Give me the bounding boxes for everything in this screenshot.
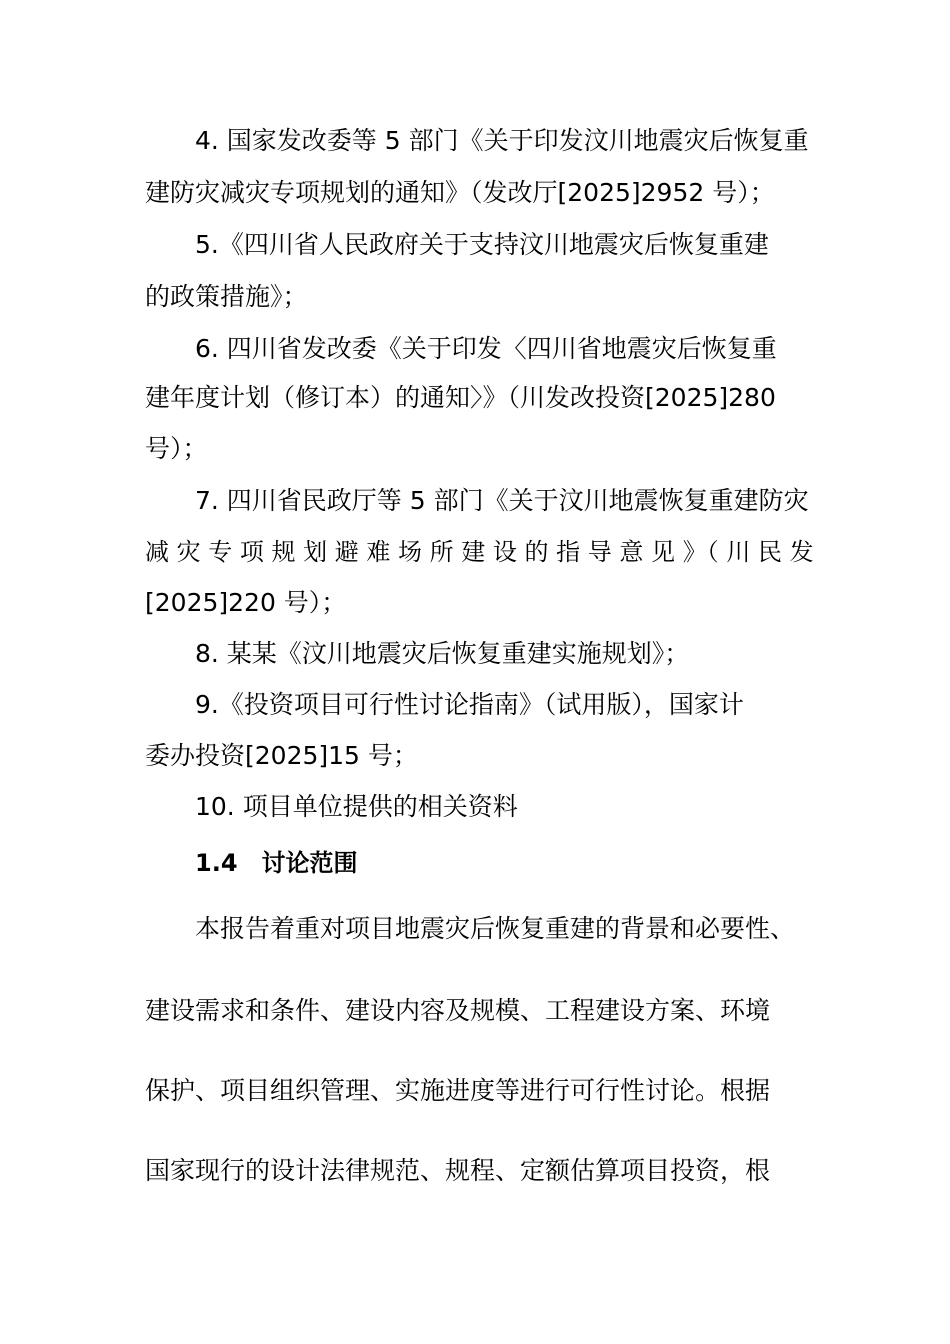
ref-4-line-1: 4. 国家发改委等 5 部门《关于印发汶川地震灾后恢复重 <box>195 126 809 155</box>
section-heading <box>195 846 358 880</box>
ref-6-line-3: 号）； <box>145 434 208 463</box>
ref-6-line-1: 6. 四川省发改委《关于印发〈四川省地震灾后恢复重 <box>195 334 777 363</box>
ref-5-line-1: 5.《四川省人民政府关于支持汶川地震灾后恢复重建 <box>195 230 769 259</box>
ref-9-line-2: 委办投资[2025]15 号； <box>145 741 418 770</box>
paragraph-line-4: 国家现行的设计法律规范、规程、定额估算项目投资，根 <box>145 1156 771 1185</box>
ref-9-line-1: 9.《投资项目可行性讨论指南》（试用版），国家计 <box>195 690 744 719</box>
ref-10-line-1: 10. 项目单位提供的相关资料 <box>195 792 518 821</box>
paragraph-line-3: 保护、项目组织管理、实施进度等进行可行性讨论。根据 <box>145 1076 771 1105</box>
ref-6-line-2: 建年度计划（修订本）的通知〉》（川发改投资[2025]280 <box>145 383 776 412</box>
ref-7-line-3: [2025]220 号）； <box>145 588 347 617</box>
paragraph-line-1: 本报告着重对项目地震灾后恢复重建的背景和必要性、 <box>195 914 796 943</box>
section-title: 讨论范围 <box>261 849 358 877</box>
ref-5-line-2: 的政策措施》； <box>145 282 308 311</box>
ref-7-line-1: 7. 四川省民政厅等 5 部门《关于汶川地震恢复重建防灾 <box>195 486 809 515</box>
section-number: 1.4 <box>195 849 238 877</box>
ref-8-line-1: 8. 某某《汶川地震灾后恢复重建实施规划》； <box>195 639 690 668</box>
ref-7-line-2: 减 灾 专 项 规 划 避 难 场 所 建 设 的 指 导 意 见 》（ 川 民 发 <box>145 538 814 566</box>
ref-4-line-2: 建防灾减灾专项规划的通知》（发改厅[2025]2952 号）； <box>145 178 775 207</box>
paragraph-line-2: 建设需求和条件、建设内容及规模、工程建设方案、环境 <box>145 996 771 1025</box>
